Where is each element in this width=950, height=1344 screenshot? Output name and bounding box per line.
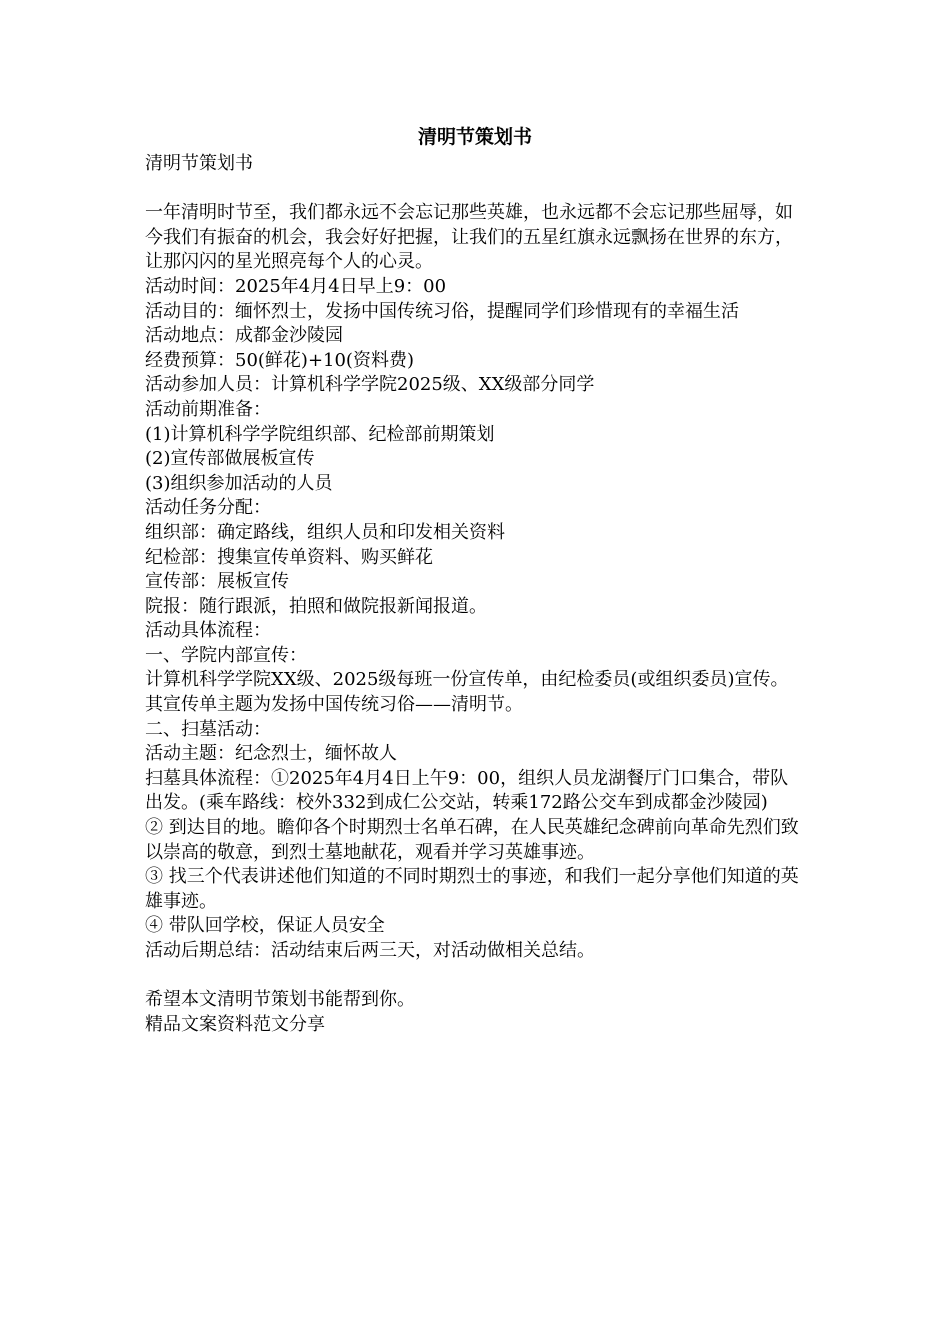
section-body: 活动主题：纪念烈士，缅怀故人 xyxy=(145,743,397,765)
summary-line: 活动后期总结：活动结束后两三天，对活动做相关总结。 xyxy=(145,940,595,961)
section-body: 计算机科学学院XX级、2025级每班一份宣传单，由纪检委员(或组织委员)宣传。其宣传单主题为发扬中国传统习俗——清明节。 xyxy=(145,669,789,716)
activity-budget: 经费预算：50(鲜花)+10(资料费) xyxy=(145,349,414,371)
blank-line xyxy=(145,177,805,202)
document-subtitle: 清明节策划书 xyxy=(145,153,253,174)
preparation-item: (1)计算机科学学院组织部、纪检部前期策划 xyxy=(145,423,495,445)
section-heading: 二、扫墓活动： xyxy=(145,718,271,740)
process-step: ④ 带队回学校，保证人员安全 xyxy=(145,915,385,937)
task-heading: 活动任务分配： xyxy=(145,497,271,519)
activity-participants: 活动参加人员：计算机科学学院2025级、XX级部分同学 xyxy=(145,374,595,396)
process-step: ③ 找三个代表讲述他们知道的不同时期烈士的事迹，和我们一起分享他们知道的英雄事迹。 xyxy=(145,866,799,912)
task-item: 院报：随行跟派，拍照和做院报新闻报道。 xyxy=(145,595,487,617)
document-page xyxy=(145,124,805,1037)
activity-time: 活动时间：2025年4月4日早上9：00 xyxy=(145,275,447,297)
task-item: 纪检部：搜集宣传单资料、购买鲜花 xyxy=(145,546,433,568)
section-heading: 一、学院内部宣传： xyxy=(145,644,307,666)
preparation-heading: 活动前期准备： xyxy=(145,398,271,420)
intro-paragraph: 一年清明时节至，我们都永远不会忘记那些英雄，也永远都不会忘记那些屈辱，如今我们有振奋的机会，我会好好把握，让我们的五星红旗永远飘扬在世界的东方，让那闪闪的星光照亮每个人的心灵。 xyxy=(145,202,793,273)
preparation-item: (2)宣传部做展板宣传 xyxy=(145,448,315,470)
process-heading: 活动具体流程： xyxy=(145,620,271,642)
activity-location: 活动地点：成都金沙陵园 xyxy=(145,325,343,347)
blank-line xyxy=(145,964,805,989)
task-item: 组织部：确定路线，组织人员和印发相关资料 xyxy=(145,521,505,543)
preparation-item: (3)组织参加活动的人员 xyxy=(145,472,333,494)
process-step: ② 到达目的地。瞻仰各个时期烈士名单石碑，在人民英雄纪念碑前向革命先烈们致以崇高的敬意，到烈士墓地献花，观看并学习英雄事迹。 xyxy=(145,817,799,863)
activity-purpose: 活动目的：缅怀烈士，发扬中国传统习俗，提醒同学们珍惜现有的幸福生活 xyxy=(145,300,739,322)
closing-line: 精品文案资料范文分享 xyxy=(145,1013,325,1035)
document-title: 清明节策划书 xyxy=(417,126,532,148)
process-step: 扫墓具体流程：①2025年4月4日上午9：00，组织人员龙湖餐厅门口集合，带队出发。(乘车路线：校外332到成仁公交站，转乘172路公交车到成都金沙陵园) xyxy=(145,767,789,814)
closing-line: 希望本文清明节策划书能帮到你。 xyxy=(145,989,415,1011)
task-item: 宣传部：展板宣传 xyxy=(145,571,289,593)
